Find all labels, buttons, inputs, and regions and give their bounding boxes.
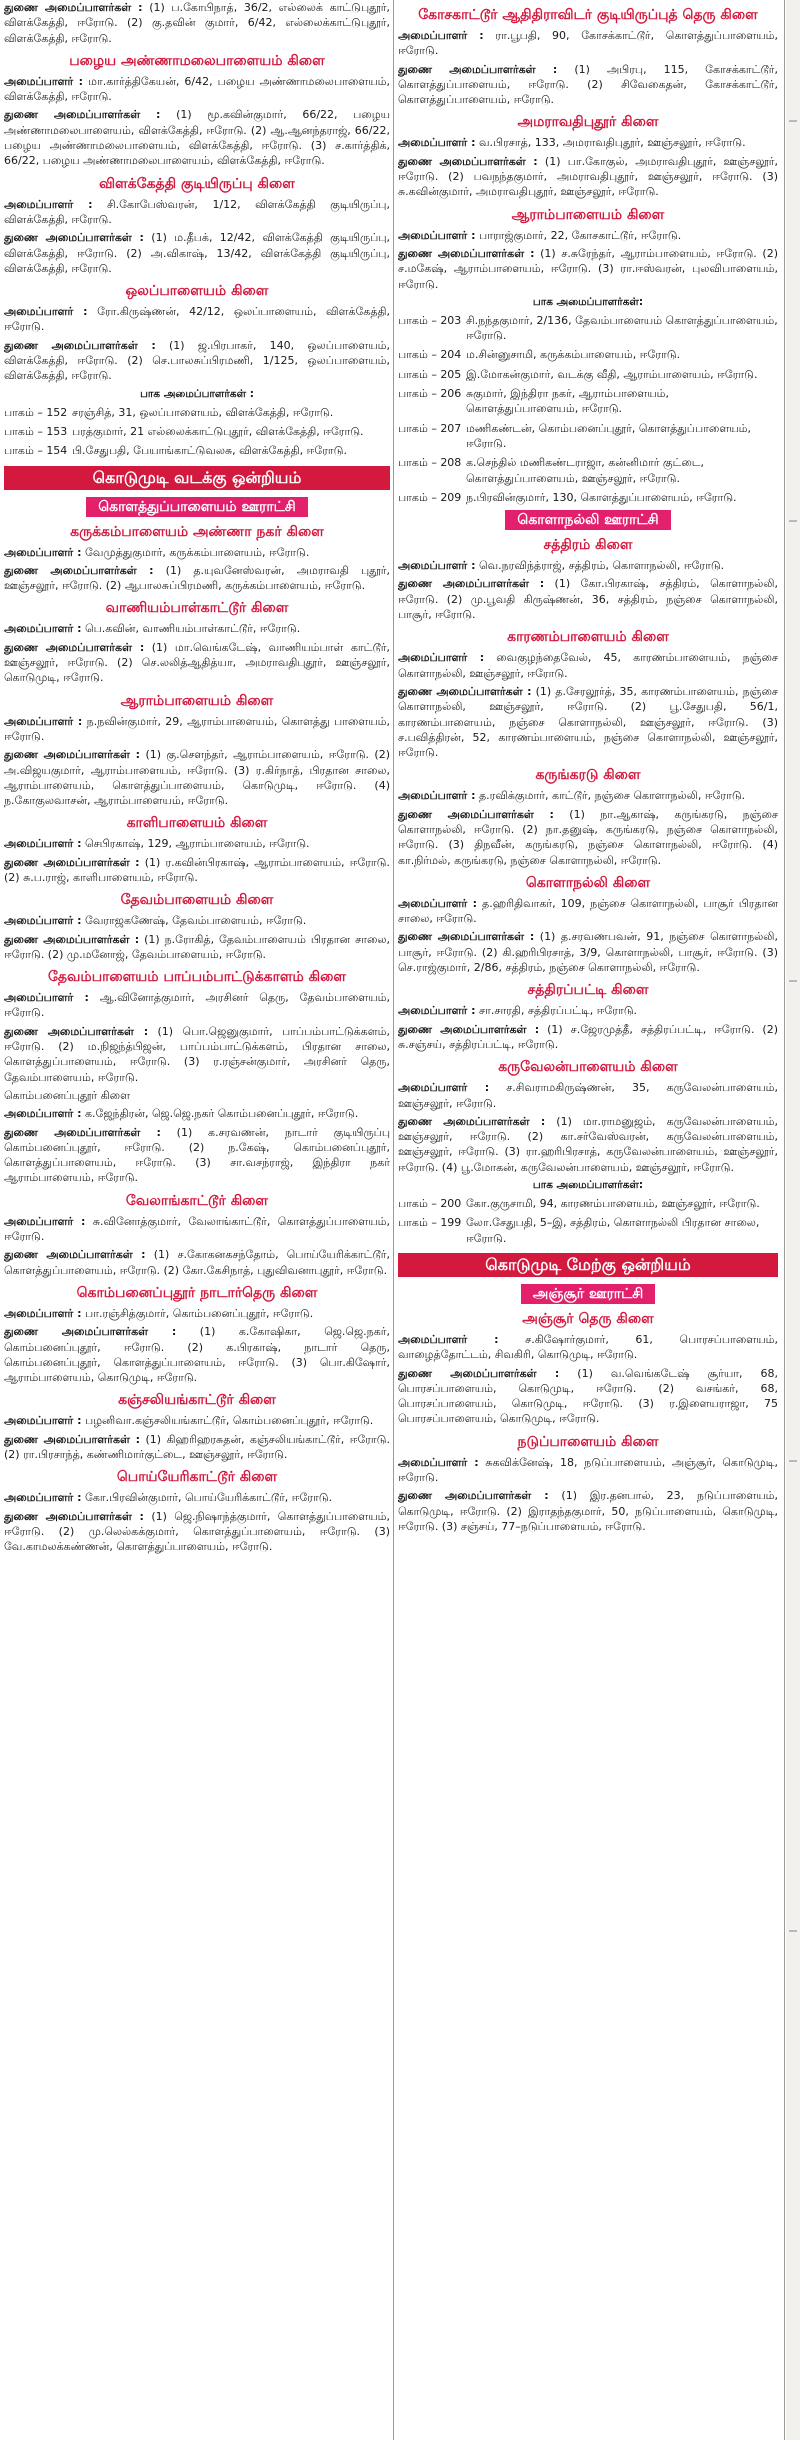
entry-label: துணை அமைப்பாளர்கள் : <box>4 1432 141 1446</box>
officer-entry <box>398 62 778 108</box>
branch-section <box>398 206 778 505</box>
entry-label: அமைப்பாளர் : <box>4 305 88 319</box>
entry-text: மா.கார்த்திகேயன், 6/42, பழைய அண்ணாமலைபாளையம், விளக்கேத்தி, ஈரோடு. <box>4 74 390 104</box>
officer-entry <box>398 28 778 59</box>
entry-text: (1) பொ.ஜெனுகுமார், பாப்பம்பாட்டுக்களம், ஈரோடு. (2) ம.நிஜந்த்பிஜன், பாப்பம்பாட்டுக்களம், பிரதான சாலை, கொளத்துப்பாளையம், ஈரோடு. (3) ர.ரஞ்சன்குமார், அரசினர் தெரு, தேவம்பாளையம், ஈரோடு. <box>4 1024 390 1084</box>
branch-title: சத்திரம் கிளை <box>543 537 633 554</box>
branch-section <box>4 692 390 809</box>
entry-text: (1) கிஹரிஹரசுதன், கஞ்சலியங்காட்டூர், ஈரோடு. (2) ரா.பிரசாந்த், கண்ணிமார்குட்டை, ஊஞ்சலூர், ஈரோடு. <box>4 1432 390 1461</box>
entry-label: அமைப்பாளர் : <box>4 74 84 88</box>
entry-label: அமைப்பாளர் : <box>398 1332 499 1346</box>
entry-label: அமைப்பாளர் : <box>4 714 83 728</box>
entry-label: அமைப்பாளர் : <box>398 29 484 42</box>
branch-title: சத்திரப்பட்டி கிளை <box>527 982 649 999</box>
branch-subheading: கொம்பனைப்புதூர் கிளை <box>4 1088 131 1102</box>
officer-entry <box>4 107 390 168</box>
branch-title: தேவம்பாளையம் கிளை <box>120 892 274 909</box>
branch-title: காரணம்பாளையம் கிளை <box>507 629 669 646</box>
branch-section <box>4 175 390 276</box>
branch-title: காளிபாளையம் கிளை <box>126 815 268 832</box>
entry-text: செபிரகாஷ், 129, ஆராம்பாளையம், ஈரோடு. <box>81 837 310 851</box>
entry-label: துணை அமைப்பாளர்கள் : <box>398 807 554 821</box>
branch-section <box>4 1391 390 1462</box>
branch-title: அமராவதிபுதூர் கிளை <box>517 114 659 131</box>
ward-number: பாகம் – 203 <box>398 313 462 327</box>
officer-entry <box>398 929 778 975</box>
branch-section <box>4 1192 390 1278</box>
ward-row <box>398 421 778 452</box>
ward-number: பாகம் – 152 <box>4 405 68 419</box>
entry-label: அமைப்பாளர் : <box>4 1107 82 1121</box>
officer-entry <box>4 1024 390 1085</box>
branch-section <box>398 536 778 622</box>
entry-text: க.ஜேந்திரன், ஜெ.ஜெ.நகர் கொம்பனைப்புதூர், ஈரோடு. <box>81 1107 359 1121</box>
entry-text: வெ.நரவிந்த்ராஜ், சத்திரம், கொளாநல்லி, ஈரோடு. <box>475 559 725 573</box>
entry-text: த.ஹரிதிவாகர், 109, நஞ்சை கொளாநல்லி, பாசூர் பிரதான சாலை, ஈரோடு. <box>398 896 778 926</box>
officer-entry <box>398 1080 778 1111</box>
entry-text: (1) த.சேரலூர்த், 35, காரணம்பாளையம், நஞ்சை கொளாநல்லி, ஊஞ்சலூர், ஈரோடு. (2) பூ.சேதுபதி, 56/1, காரணம்பாளையம், நஞ்சை கொளாநல்லி, ஊஞ்சலூர், ஈரோடு. (3) ச.பவித்திரன், 52, காரணம்பாளையம், நஞ்சை கொளாநல்லி, ஊஞ்சலூர், ஈரோடு. <box>398 684 778 760</box>
branch-title: வாணியம்பாள்காட்டூர் கிளை <box>105 600 289 617</box>
branch-title: கருங்கரடு கிளை <box>535 767 641 784</box>
branch-title: பழைய அண்ணாமலைபாளையம் கிளை <box>69 52 325 69</box>
ward-row <box>398 490 778 505</box>
entry-label: துணை அமைப்பாளர்கள் : <box>398 684 532 698</box>
entry-label: அமைப்பாளர் : <box>4 914 82 928</box>
ward-row <box>398 347 778 362</box>
column-divider <box>393 0 394 2440</box>
branch-section <box>398 628 778 760</box>
branch-section <box>4 282 390 458</box>
branch-title: கருவேலன்பாளையம் கிளை <box>498 1059 678 1076</box>
officer-entry <box>398 228 778 243</box>
entry-text: பா.ரஞ்சித்குமார், கொம்பனைப்புதூர், ஈரோடு. <box>81 1306 314 1320</box>
entry-label: துணை அமைப்பாளர்கள் : <box>398 1366 560 1380</box>
branch-section <box>4 523 390 594</box>
entry-text: சா.சாரதி, சத்திரப்பட்டி, ஈரோடு. <box>475 1004 638 1018</box>
entry-label: துணை அமைப்பாளர்கள் : <box>4 1248 146 1262</box>
edge-text-fragment <box>789 1930 797 1932</box>
entry-text: (1) மூ.கவின்குமார், 66/22, பழைய அண்ணாமலைபாளையம், விளக்கேத்தி, ஈரோடு. (2) ஆ.ஆனந்தராஜ், 66/22, பழைய அண்ணாமலைபாளையம், விளக்கேத்தி, ஈரோடு. (3) ச.கார்த்திக், 66/22, பழைய அண்ணாமலைபாளையம், விளக்கேத்தி, ஈரோடு. <box>4 108 390 168</box>
officer-entry <box>4 1509 390 1555</box>
ward-row <box>398 367 778 382</box>
officer-entry <box>398 246 778 292</box>
ward-heading: பாக அமைப்பாளர்கள்: <box>532 295 644 308</box>
entry-label: அமைப்பாளர் : <box>398 1004 476 1018</box>
entry-label: துணை அமைப்பாளர்கள் : <box>4 563 154 577</box>
entry-text: வைகுழந்தைவேல், 45, காரணம்பாளையம், நஞ்சை கொளாநல்லி, ஊஞ்சலூர், ஈரோடு. <box>398 651 778 680</box>
ward-number: பாகம் – 209 <box>398 490 462 504</box>
ward-officer: சுகுமார், இந்திரா நகர், ஆராம்பாளையம், கொளத்துப்பாளையம், ஈரோடு. <box>466 387 669 416</box>
entry-label: அமைப்பாளர் : <box>4 545 82 559</box>
officer-entry <box>4 1306 390 1321</box>
entry-text: (1) வ.வெங்கடேஷ் சூர்யா, 68, பொரசப்பாளையம், கொடுமுடி, ஈரோடு. (2) வசங்கர், 68, பொரசப்பாளையம், கொடுமுடி, ஈரோடு. (3) ர.இளையராஜா, 75 பொரசப்பாளையம், கொடுமுடி, ஈரோடு. <box>398 1366 778 1426</box>
ward-number: பாகம் – 204 <box>398 348 462 362</box>
officer-entry <box>4 913 390 928</box>
officer-entry <box>398 1114 778 1175</box>
entry-text: (1) ச.சுரேந்தர், ஆராம்பாளையம், ஈரோடு. (2) ச.மகேஷ், ஆராம்பாளையம், ஈரோடு. (3) ரா.ஈஸ்வரன், புலவிபாளையம், ஈரோடு. <box>398 246 778 291</box>
branch-title: பொய்யேரிகாட்டூர் கிளை <box>116 1469 278 1486</box>
adjacent-column-edge <box>786 0 800 2440</box>
ward-officer: பி.சேதுபதி, பேயாங்காட்டுவலசு, விளக்கேத்தி, ஈரோடு. <box>72 444 347 458</box>
entry-label: துணை அமைப்பாளர்கள் : <box>4 1 143 14</box>
ward-officer: ம.சின்னுசாமி, கருக்கம்பாளையம், ஈரோடு. <box>466 348 681 362</box>
branch-section <box>398 113 778 199</box>
entry-label: துணை அமைப்பாளர்கள் : <box>398 62 558 76</box>
panchayat-header: அஞ்சூர் ஊராட்சி <box>521 1284 655 1304</box>
branch-section <box>4 1468 390 1554</box>
branch-section <box>398 874 778 975</box>
officer-entry <box>4 304 390 335</box>
entry-label: அமைப்பாளர் : <box>4 1491 82 1505</box>
ward-row <box>398 1196 778 1211</box>
branch-title: நடுப்பாளையம் கிளை <box>517 1433 659 1450</box>
entry-text: த.ரவிக்குமார், காட்டூர், நஞ்சை கொளாநல்லி, ஈரோடு. <box>475 789 746 803</box>
panchayat-header: கொளத்துப்பாளையம் ஊராட்சி <box>86 497 308 517</box>
entry-label: அமைப்பாளர் : <box>398 651 485 665</box>
officer-entry <box>398 576 778 622</box>
entry-label: அமைப்பாளர் : <box>4 1214 86 1228</box>
officer-entry <box>4 1413 390 1428</box>
union-header: கொடுமுடி மேற்கு ஒன்றியம் <box>398 1253 778 1277</box>
entry-label: துணை அமைப்பாளர்கள் : <box>398 1114 546 1128</box>
entry-text: (1) கு.சௌந்தர், ஆராம்பாளையம், ஈரோடு. (2) அ.விஜயகுமார், ஆராம்பாளையம், ஈரோடு. (3) ர.கிர்நாத், பிரதான சாலை, ஆராம்பாளையம், கொளத்துப்பாளையம், கொடுமுடி, ஈரோடு. (4) ந.கோகுலவாசன், ஆராம்பாளையம், ஈரோடு. <box>4 748 390 808</box>
officer-entry <box>4 1247 390 1278</box>
officer-entry <box>4 230 390 276</box>
officer-entry <box>4 0 390 46</box>
entry-text: (1) மா.ராமனுஜம், கருவேலன்பாளையம், ஊஞ்சலூர், ஈரோடு. (2) கா.சர்வேஸ்வரன், கருவேலன்பாளையம், ஊஞ்சலூர், ஈரோடு. (3) ரா.ஹரிபிரசாத், கருவேலன்பாளையம், ஊஞ்சலூர், ஈரோடு. (4) பூ.மோகன், கருவேலன்பாளையம், ஊஞ்சலூர், ஈரோடு. <box>398 1114 778 1174</box>
ward-officer: பரத்குமார், 21 எல்லைக்காட்டுபுதூர், விளக்கேத்தி, ஈரோடு. <box>72 424 364 438</box>
ward-heading: பாக அமைப்பாளர்கள் : <box>140 387 254 400</box>
officer-entry <box>4 1125 390 1186</box>
entry-text: (1) த.சரவணபவன், 91, நஞ்சை கொளாநல்லி, பாசூர், ஈரோடு. (2) கி.ஹரிபிரசாத், 3/9, கொளாநல்லி, பாசூர், ஈரோடு. (3) செ.ராஜ்குமார், 2/86, சத்திரம், நஞ்சை கொளாநல்லி, ஈரோடு. <box>398 930 778 975</box>
entry-text: ச.கிஷோர்குமார், 61, பொரசப்பாளையம், வாழைத்தோட்டம், சிவகிரி, கொடுமுடி, ஈரோடு. <box>398 1332 778 1362</box>
branch-section <box>398 1433 778 1534</box>
officer-entry <box>4 1490 390 1505</box>
entry-label: துணை அமைப்பாளர்கள் : <box>4 1125 161 1139</box>
ward-number: பாகம் – 208 <box>398 456 462 470</box>
branch-section <box>4 814 390 885</box>
entry-label: அமைப்பாளர் : <box>398 559 476 573</box>
entry-label: துணை அமைப்பாளர்கள் : <box>4 640 145 654</box>
entry-text: பழனிவா.கஞ்சலியங்காட்டூர், கொம்பனைப்புதூர், ஈரோடு. <box>81 1414 374 1428</box>
entry-label: அமைப்பாளர் : <box>398 228 476 242</box>
branch-title: அஞ்சூர் தெரு கிளை <box>522 1310 654 1327</box>
branch-title: கஞ்சலியங்காட்டூர் கிளை <box>118 1392 276 1409</box>
entry-text: (1) ஜெ.நிஷாந்த்குமார், கொளத்துப்பாளையம், ஈரோடு. (2) மு.லெல்கக்குமார், கொளத்துப்பாளையம், ஈரோடு. (3) வே.காமலக்கண்ணன், கொளத்துப்பாளையம், ஈரோடு. <box>4 1509 390 1554</box>
branch-section <box>4 891 390 962</box>
branch-title: விளக்கேத்தி குடியிருப்பு கிளை <box>99 175 295 192</box>
entry-text: சி.கோபேஸ்வரன், 1/12, விளக்கேத்தி குடியிருப்பு, விளக்கேத்தி, ஈரோடு. <box>4 197 390 226</box>
branch-section <box>398 6 778 107</box>
entry-label: அமைப்பாளர் : <box>398 789 476 803</box>
ward-row <box>398 1215 778 1246</box>
entry-text: வேராஜகணேஷ், தேவம்பாளையம், ஈரோடு. <box>81 914 307 928</box>
ward-officer: கோ.குருசாமி, 94, காரணம்பாளையம், ஊஞ்சலூர், ஈரோடு. <box>466 1197 760 1211</box>
ward-number: பாகம் – 200 <box>398 1197 462 1211</box>
ward-number: பாகம் – 153 <box>4 424 68 438</box>
ward-row <box>398 455 778 486</box>
officer-entry <box>4 1214 390 1245</box>
entry-text: ரா.பூபதி, 90, கோசக்காட்டூர், கொளத்துப்பாளையம், ஈரோடு. <box>398 29 778 58</box>
ward-number: பாகம் – 207 <box>398 421 462 435</box>
panchayat-header-wrap <box>4 496 390 517</box>
entry-text: சுகவிக்னேஷ், 18, நடுப்பாளையம், அஞ்சூர், கொடுமுடி, ஈரோடு. <box>398 1455 778 1484</box>
entry-text: வேமுத்துகுமார், கருக்கம்பாளையம், ஈரோடு. <box>81 545 310 559</box>
entry-label: அமைப்பாளர் : <box>4 991 89 1005</box>
branch-title: ஆராம்பாளையம் கிளை <box>120 692 274 709</box>
entry-label: துணை அமைப்பாளர்கள் : <box>4 855 140 869</box>
panchayat-header-wrap <box>398 509 778 530</box>
officer-entry <box>398 1332 778 1363</box>
officer-entry <box>4 621 390 636</box>
left-column <box>4 0 390 2440</box>
entry-text: (1) ஜ.பிரபாகர், 140, ஒலப்பாளையம், விளக்கேத்தி, ஈரோடு. (2) செ.பாலசுப்பிரமணி, 1/125, ஒலப்பாளையம், விளக்கேத்தி, ஈரோடு. <box>4 338 390 383</box>
ward-heading: பாக அமைப்பாளர்கள்: <box>532 1179 644 1192</box>
entry-text: ந.நவின்குமார், 29, ஆராம்பாளையம், கொளத்து பாளையம், ஈரோடு. <box>4 714 390 743</box>
officer-entry <box>4 932 390 963</box>
entry-label: அமைப்பாளர் : <box>4 837 82 851</box>
officer-entry <box>4 855 390 886</box>
officer-entry <box>398 896 778 927</box>
branch-section <box>398 1058 778 1246</box>
officer-entry <box>398 1366 778 1427</box>
branch-title: கொளாநல்லி கிளை <box>525 874 651 891</box>
ward-row <box>4 443 390 458</box>
entry-text: (1) மா.வெங்கடேஷ், வாணியம்பாள் காட்டூர், ஊஞ்சலூர், ஈரோடு. (2) செ.லலித்ஆதித்யா, அமராவதிபுதூர், ஊஞ்சலூர், கொடுமுடி, ஈரோடு. <box>4 640 390 685</box>
entry-label: துணை அமைப்பாளர்கள் : <box>4 1325 177 1339</box>
entry-label: துணை அமைப்பாளர்கள் : <box>4 108 161 122</box>
ward-officer: சி.நந்தகுமார், 2/136, தேவம்பாளையம் கொளத்துப்பாளையம், ஈரோடு. <box>466 313 778 343</box>
edge-text-fragment <box>789 520 797 522</box>
branch-section <box>4 968 390 1186</box>
ward-officer: சரஞ்சித், 31, ஒலப்பாளையம், விளக்கேத்தி, ஈரோடு. <box>72 405 334 419</box>
branch-title: கோசகாட்டூர் ஆதிதிராவிடர் குடியிருப்புத் தெரு கிளை <box>418 7 758 23</box>
officer-entry <box>398 807 778 868</box>
entry-text: ஆ.வினோத்குமார், அரசினர் தெரு, தேவம்பாளையம், ஈரோடு. <box>4 991 390 1020</box>
branch-section <box>398 1310 778 1427</box>
edge-text-fragment <box>789 980 797 982</box>
ward-officer: ந.பிரவின்குமார், 130, கொளத்துப்பாளையம், ஈரோடு. <box>466 490 737 504</box>
officer-entry <box>4 74 390 105</box>
officer-entry <box>398 650 778 681</box>
officer-entry <box>398 1003 778 1018</box>
branch-section <box>4 599 390 685</box>
entry-label: அமைப்பாளர் : <box>4 622 82 636</box>
officer-entry <box>4 1432 390 1463</box>
entry-text: (1) ச.ஜேரமுத்தீ, சத்திரப்பட்டி, ஈரோடு. (2) சு.சஞ்சய், சத்திரப்பட்டி, ஈரோடு. <box>398 1022 778 1051</box>
entry-label: அமைப்பாளர் : <box>398 1081 490 1095</box>
entry-text: (1) ர.கவின்பிரகாஷ், ஆராம்பாளையம், ஈரோடு. (2) சு.ப.ராஜ், காளிபாளையம், ஈரோடு. <box>4 855 390 884</box>
entry-label: துணை அமைப்பாளர்கள் : <box>4 231 144 245</box>
entry-label: துணை அமைப்பாளர்கள் : <box>398 930 535 944</box>
entry-text: (1) த.யுவனேஸ்வரன், அமராவதி புதூர், ஊஞ்சலூர், ஈரோடு. (2) ஆபாலசுப்பிரமணி, கருக்கம்பாளையம், ஈரோடு. <box>4 563 390 593</box>
branch-title: வேலாங்காட்டூர் கிளை <box>125 1192 269 1209</box>
entry-label: அமைப்பாளர் : <box>4 197 93 211</box>
entry-text: (1) ம.தீபக், 12/42, விளக்கேத்தி குடியிருப்பு, விளக்கேத்தி, ஈரோடு. (2) அ.விகாஷ், 13/42, விளக்கேத்தி குடியிருப்பு, விளக்கேத்தி, ஈரோடு. <box>4 231 390 275</box>
entry-label: அமைப்பாளர் : <box>398 136 476 150</box>
ward-number: பாகம் – 205 <box>398 367 462 381</box>
entry-text: (1) க.கோஷிகா, ஜெ.ஜெ.நகர், கொம்பனைப்புதூர், ஈரோடு. (2) க.பிரகாஷ், நாடார் தெரு, கொம்பனைப்புதூர், கொளத்துப்பாளையம், ஈரோடு. (3) பொ.கிஷோர், ஆராம்பாளையம், கொடுமுடி, ஈரோடு. <box>4 1325 390 1385</box>
ward-officer: மணிகண்டன், கொம்பனைப்புதூர், கொளத்துப்பாளையம், ஈரோடு. <box>466 421 752 450</box>
entry-label: துணை அமைப்பாளர்கள் : <box>398 1489 549 1503</box>
ward-officer: இ.மோகன்குமார், வடக்கு வீதி, ஆராம்பாளையம், ஈரோடு. <box>466 367 758 381</box>
panchayat-header-wrap <box>398 1283 778 1304</box>
column-divider <box>784 0 785 2440</box>
entry-label: துணை அமைப்பாளர்கள் : <box>4 338 156 352</box>
entry-label: துணை அமைப்பாளர்கள் : <box>398 1022 540 1036</box>
entry-text: சு.வினோத்குமார், வேலாங்காட்டூர், கொளத்துப்பாளையம், ஈரோடு. <box>4 1214 390 1244</box>
officer-entry <box>4 714 390 745</box>
entry-label: அமைப்பாளர் : <box>4 1306 82 1320</box>
ward-officer: க.செந்தில் மணிகண்டராஜா, கன்னிமார் குட்டை, கொளத்துப்பாளையம், ஊஞ்சலூர், ஈரோடு. <box>466 456 705 485</box>
entry-label: துணை அமைப்பாளர்கள் : <box>398 246 535 260</box>
branch-section <box>4 52 390 169</box>
entry-label: துணை அமைப்பாளர்கள் : <box>398 577 545 591</box>
entry-text: கோ.பிரவின்குமார், பொய்யேரிக்காட்டூர், ஈரோடு. <box>81 1491 333 1505</box>
officer-entry <box>4 1106 390 1121</box>
officer-entry <box>398 558 778 573</box>
branch-section <box>398 766 778 867</box>
ward-row <box>4 405 390 420</box>
officer-entry <box>4 836 390 851</box>
entry-text: (1) ச.கோகனகசந்தோம், பொய்யேரிக்காட்டூர், கொளத்துப்பாளையம், ஈரோடு. (2) கோ.கேசிநாத், புதுவிவனாபுதூர், ஈரோடு. <box>4 1248 390 1277</box>
officer-entry <box>4 747 390 808</box>
panchayat-header: கொளாநல்லி ஊராட்சி <box>505 510 670 530</box>
branch-title: ஆராம்பாளையம் கிளை <box>511 206 665 223</box>
officer-entry <box>398 154 778 200</box>
ward-officer: லோ.சேதுபதி, 5–இ, சத்திரம், கொளாநல்லி பிரதான சாலை, ஈரோடு. <box>466 1216 760 1245</box>
entry-text: (1) அபிரபு, 115, கோசக்காட்டூர், கொளத்துப்பாளையம், ஈரோடு. (2) சிவேகைதன், கோசக்காட்டூர், கொளத்துப்பாளையம், ஈரோடு. <box>398 62 778 107</box>
officer-entry <box>398 135 778 150</box>
branch-title: கருக்கம்பாளையம் அண்ணா நகர் கிளை <box>70 523 324 540</box>
entry-label: அமைப்பாளர் : <box>4 1414 82 1428</box>
officer-entry <box>4 338 390 384</box>
officer-entry <box>398 1455 778 1486</box>
entry-label: துணை அமைப்பாளர்கள் : <box>4 748 141 762</box>
ward-number: பாகம் – 199 <box>398 1216 462 1230</box>
entry-text: (1) இர.தனபால், 23, நடுப்பாளையம், கொடுமுடி, ஈரோடு. (2) இராதந்தகுமார், 50, நடுப்பாளையம், கொடுமுடி, ஈரோடு. (3) சஞ்சய், 77–நடுப்பாளையம், ஈரோடு. <box>398 1489 778 1533</box>
entry-label: அமைப்பாளர் : <box>398 1455 479 1469</box>
entry-label: அமைப்பாளர் : <box>398 896 478 910</box>
entry-text: (1) ந.ரோகித், தேவம்பாளையம் பிரதான சாலை, ஈரோடு. (2) மு.மனோஜ், தேவம்பாளையம், ஈரோடு. <box>4 932 390 961</box>
entry-text: (1) க.சரவணன், நாடார் குடியிருப்பு கொம்பனைப்புதூர், ஈரோடு. (2) ந.கேஷ், கொம்பனைப்புதூர், கொளத்துப்பாளையம், ஈரோடு. (3) சா.வசந்ராஜ், இந்திரா நகர் ஆராம்பாளையம், ஈரோடு. <box>4 1125 390 1185</box>
edge-text-fragment <box>789 120 797 122</box>
officer-entry <box>4 1324 390 1385</box>
officer-entry <box>398 788 778 803</box>
officer-entry <box>398 1022 778 1053</box>
middle-column <box>398 0 778 2440</box>
union-header: கொடுமுடி வடக்கு ஒன்றியம் <box>4 466 390 490</box>
branch-section <box>398 981 778 1052</box>
officer-entry <box>4 640 390 686</box>
entry-text: (1) ப.கோபிநாத், 36/2, எல்லைக் காட்டுபுதூர், விளக்கேத்தி, ஈரோடு. (2) கு.தவின் குமார், 6/42, எல்லைக்காட்டுபுதூர், விளக்கேத்தி, ஈரோடு. <box>4 1 390 45</box>
entry-text: பாராஜ்குமார், 22, கோசகாட்டூர், ஈரோடு. <box>475 228 682 242</box>
ward-row <box>398 386 778 417</box>
entry-label: துணை அமைப்பாளர்கள் : <box>4 1024 149 1038</box>
branch-section <box>4 1284 390 1385</box>
edge-text-fragment <box>789 1460 797 1462</box>
branch-title: ஒலப்பாளையம் கிளை <box>125 283 269 300</box>
officer-entry <box>4 563 390 594</box>
branch-title: கொம்பனைப்புதூர் நாடார்தெரு கிளை <box>76 1284 318 1301</box>
entry-text: (1) நா.ஆகாஷ், கருங்கரடு, நஞ்சை கொளாநல்லி, ஈரோடு. (2) நா.தனுஷ், கருங்கரடு, நஞ்சை கொளாநல்லி, ஈரோடு. (3) திநவீன், கருங்கரடு, நஞ்சை கொளாநல்லி, ஈரோடு. (4) கா.நிர்மல், கருங்கரடு, நஞ்சை கொளாநல்லி, ஈரோடு. <box>398 807 778 867</box>
entry-text: (1) பா.கோகுல், அமராவதிபுதூர், ஊஞ்சலூர், ஈரோடு. (2) பவநந்தகுமார், அமராவதிபுதூர், ஊஞ்சலூர், ஈரோடு. (3) சு.கவின்குமார், அமராவதிபுதூர், ஊஞ்சலூர், ஈரோடு. <box>398 154 778 199</box>
entry-text: ரோ.கிருஷ்ணன், 42/12, ஒலப்பாளையம், விளக்கேத்தி, ஈரோடு. <box>4 305 390 334</box>
ward-row <box>4 424 390 439</box>
officer-entry <box>398 1488 778 1534</box>
entry-text: (1) கோ.பிரகாஷ், சத்திரம், கொளாநல்லி, ஈரோடு. (2) மு.பூவதி கிருஷ்ணன், 36, சத்திரம், நஞ்சை கொளாநல்லி, பாசூர், ஈரோடு. <box>398 577 778 622</box>
entry-label: துணை அமைப்பாளர்கள் : <box>4 1509 144 1523</box>
entry-text: வ.பிரசாத், 133, அமராவதிபுதூர், ஊஞ்சலூர், ஈரோடு. <box>475 136 746 150</box>
entry-label: துணை அமைப்பாளர்கள் : <box>4 932 140 946</box>
ward-number: பாகம் – 206 <box>398 387 462 401</box>
branch-title: தேவம்பாளையம் பாப்பம்பாட்டுக்காளம் கிளை <box>47 969 347 986</box>
ward-number: பாகம் – 154 <box>4 444 68 458</box>
entry-text: பெ.கவின், வாணியம்பாள்காட்டூர், ஈரோடு. <box>81 622 301 636</box>
officer-entry <box>4 545 390 560</box>
ward-row <box>398 313 778 344</box>
entry-label: துணை அமைப்பாளர்கள் : <box>398 154 538 168</box>
officer-entry <box>4 990 390 1021</box>
officer-entry <box>4 197 390 228</box>
officer-entry <box>398 684 778 760</box>
entry-text: ச.சிவராமகிருஷ்ணன், 35, கருவேலன்பாளையம், ஊஞ்சலூர், ஈரோடு. <box>398 1081 778 1110</box>
